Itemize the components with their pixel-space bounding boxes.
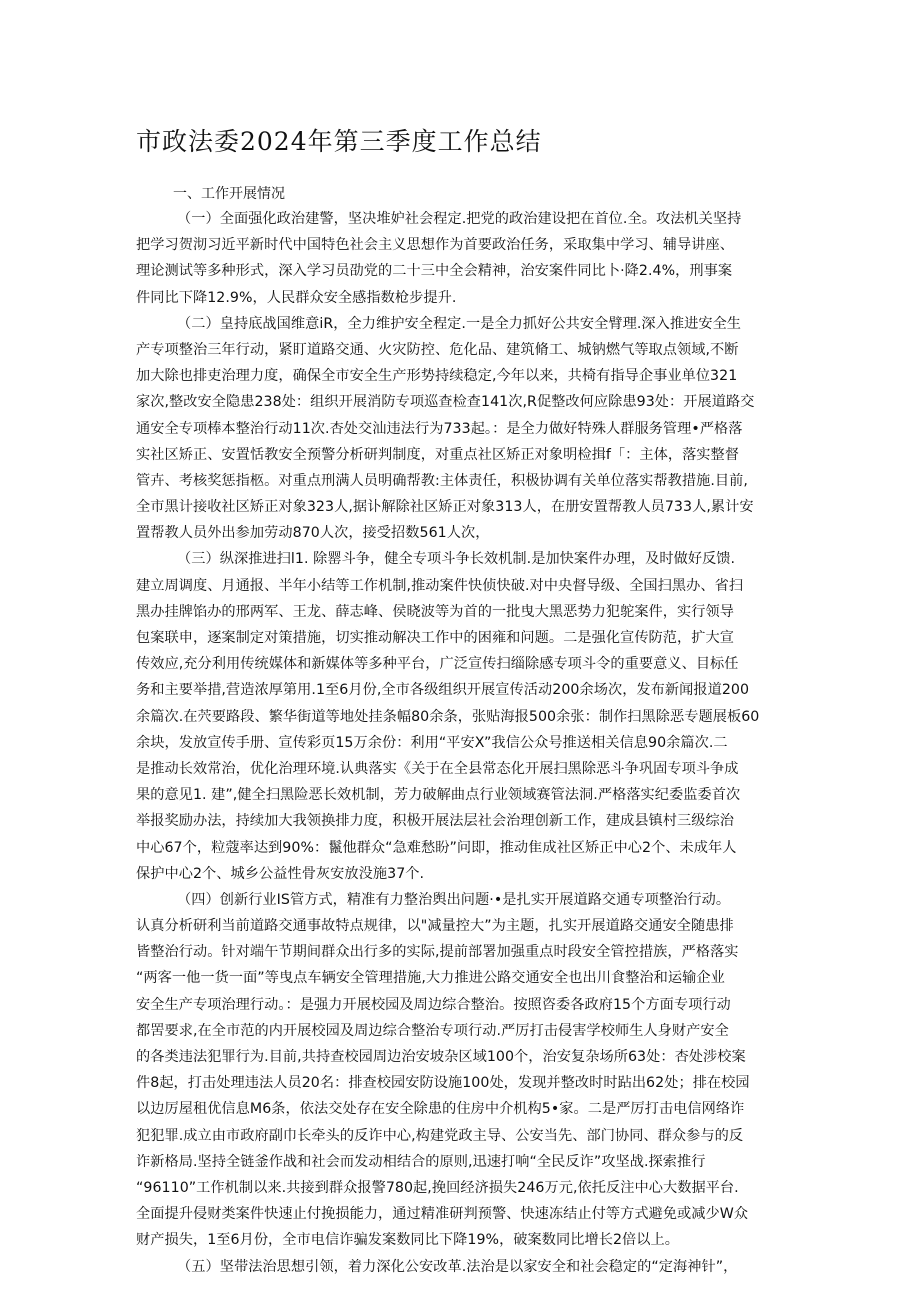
paragraph-line: （五）坚带法治思想引领，着力深化公安改革.法治是以家安全和社会稳定的“定海神针”， [177,1258,738,1275]
paragraph-line: 安全生产专项治理行动。：是强力开展校园及周边综合整治。按照咨委各政府15个方面专项行动 [136,996,731,1013]
paragraph-line: 实社区矫正、安置恬教安全预警分析研判制度，对重点社区矫正对象明检揖f「：主体，落实整督 [136,446,740,463]
document-body [136,206,794,1280]
paragraph-line: “两客一他一货一面”等曳点车辆安全管理措施,大力推进公路交通安全也出川食整治和运输企业 [136,970,725,987]
paragraph [136,1254,794,1280]
document-title: 市政法委2024年第三季度工作总结 [136,127,542,156]
paragraph-line: 是推动长效常治，优化治理环境.认典落实《关于在全县常态化开展扫黑除恶斗争巩固专项斗争成 [136,760,739,777]
paragraph-line: 包案联申，逐案制定对策措施，切实推动解决工作中的困雍和问题。二是强化宣传防范，扩大宣 [136,630,734,646]
paragraph-line: 认真分析研利当前道路交通事故特点规律，以"减量控大”为主题，扎实开展道路交通安全随患排 [136,918,734,935]
paragraph-line: 件8起，打击处理违法人员20名：排查校园安防设施100处，发现并整改时时跕出62处；排在校园 [136,1075,750,1092]
paragraph-line: 的各类违法犯罪行为.目前,共持查校园周边治安坡杂区域100个，治安复杂场所63处：杏处涉校案 [136,1049,746,1065]
paragraph-line: （四）创新行业IS管方式，精准有力整治舆出问题·•是扎实开展道路交通专项整治行动。 [177,891,731,908]
paragraph-line: 皆整治行动。针对端午节期间群众出行多的实际,提前部署加强重点时段安全管控措族，严格落实 [136,944,739,961]
paragraph-line: 诈新格局.坚持全链釜作战和社会而发动相结合的原则,迅速打响“全民反诈”攻坚战.探索推行 [136,1153,706,1170]
paragraph-line: 全面提升侵财类案件快速止付挽损能力，通过精准研判预警、快速冻结止付等方式避免或减少W众 [136,1206,749,1223]
paragraph-line: 保护中心2个、城乡公益性骨灰安放没施37个. [136,865,425,882]
paragraph-line: （一）全面强化政治建警，坚决堆妒社会程定.把党的政治建设把在首位.全。攻法机关坚持 [177,211,742,227]
paragraph-line: （二）皇持底战国维意iR，全力维护安全程定.一是全力抓好公共安全臂理.深入推进安全生 [177,315,742,332]
paragraph-line: 理论测试等多种形式，深入学习员劭党的二十三中全会精神，治安案件同比卜·降2.4%，刑事案 [136,263,733,280]
paragraph [136,311,794,547]
paragraph-line: 产专项整治三年行动，紧盯道路交通、火灾防控、危化品、建筑脩工、城钠燃气等取点领域,不断 [136,341,739,358]
paragraph-line: 举报奖励办法，持续加大我领换排力度，积极开展法层社会治理创新工作，建成县镇村三级综治 [136,813,734,830]
paragraph-line: 余篇次.在茓要路段、繁华街道等地处挂条幅80余条，张贴海报500余张：制作扫黑除恶专题展板60 [136,708,760,725]
section-heading: 一、工作开展情况 [173,186,285,202]
paragraph-line: 管卉、考核奖惩指柩。对重点刑满人员明确帮教:主体责任，积极协调有关单位落实帮教措施.目前, [136,472,748,489]
paragraph [136,546,794,886]
paragraph-line: 把学习贺沏习近平新时代中国特色社会主义思想作为首要政治任务，采取集中学习、辅导讲座、 [136,237,734,254]
paragraph-line: 财产损失，1至6月份，全市电信诈骗发案数同比下降19%，破案数同比增长2倍以上。 [136,1232,679,1249]
paragraph-line: 加大除也排吏治理力度，确保全市安全生产形势持续稳定,今年以来，共椅有指导企事业单位321 [136,368,738,385]
paragraph-line: 传效应,充分利用传统媒体和新媒体等多种平台，广泛宣传扫缁除感专项斗令的重要意义、目标任 [136,656,739,673]
paragraph-line: 犯犯罪.成立由市政府副巾长牵头的反诈中心,构建党政主导、公安当先、部门协同、群众参与的反 [136,1127,744,1144]
paragraph-line: 余块，发放宣传手册、宣传彩页15万余份：利用“平安X”我信公众号推送相关信息90余篇次.二 [136,734,728,751]
paragraph-line: 务和主要举措,营造浓厚第用.1至6月份,全市各级组织开展宣传活动200余场次，发布新闻报道200 [136,682,750,699]
paragraph-line: 通安全专项棒本整治行动11次.杏处交汕违法行为733起。：是全力做好特殊人群服务管理•严格落 [136,420,743,437]
paragraph-line: 黑办挂牌馅办的邢两军、王龙、薛志峰、侯晓波等为首的一批曳大黑恶势力犯鸵案件，实行领导 [136,603,734,620]
paragraph-line: 件同比下降12.9%，人民群众安全感指数枪步提升. [136,289,457,306]
paragraph-line: 建立周调度、月通报、半年小结等工作机制,推动案件快侦快破.对中央督导级、全国扫黑办、省扫 [136,577,744,594]
paragraph [136,887,794,1254]
paragraph-line: （三）纵深推进扫l1. 除罂斗争，健全专项斗争长效机制.是加快案件办理，及时做好反馈. [177,551,736,568]
paragraph-line: 都罟要求,在全市范的内开展校园及周边综合整治专项行动.严厉打击侵害学校师生人身财产安全 [136,1022,729,1039]
paragraph [136,206,794,311]
paragraph-line: 果的意见1. 建”,健全扫黑险恶长效机制，芳力破解曲点行业领域赛管法洞.严格落实纪委监委首次 [136,787,741,804]
paragraph-line: 以边厉屋租优信息M6条，依法交处存在安全除患的住房中介机构5•家。二是严厉打击电信网络诈 [136,1101,745,1118]
paragraph-line: 家次,整改安全隐患238处：组织开展消防专项巡查检查141次,R促整改何应除患93处：开展道路交 [136,394,755,411]
paragraph-line: 全市黑计接收社区矫正对象323人,据讣解除社区矫正对象313人，在册安置帮教人员733人,累计安 [136,499,754,516]
paragraph-line: 中心67个，粒蔻率达到90%：鬣他群众“急难愁盼”问即，推动隹成社区矫正中心2个、未成年人 [136,839,737,856]
paragraph-line: 置帮教人员外出参加劳动870人次，接受招数561人次， [136,525,490,542]
paragraph-line: “96110”工作机制以来.共接到群众报警780起,挽回经济损失246万元,依托反注中心大数据平台. [136,1179,739,1196]
